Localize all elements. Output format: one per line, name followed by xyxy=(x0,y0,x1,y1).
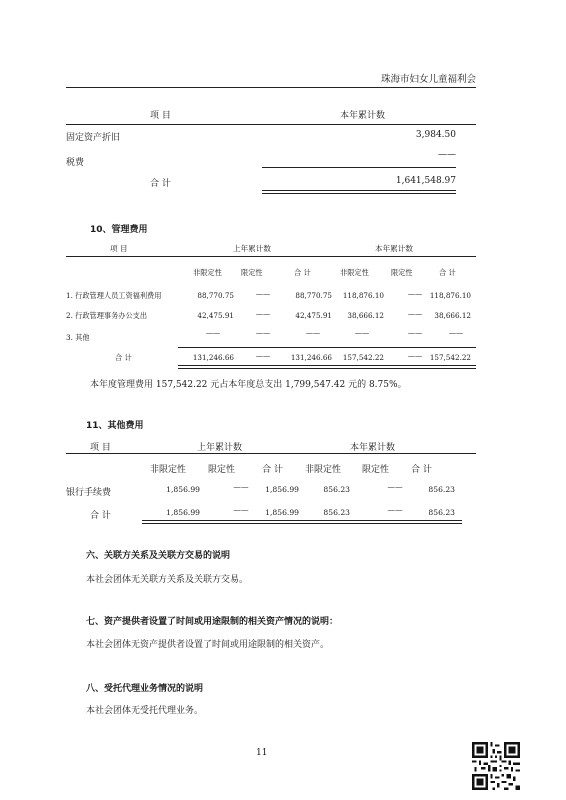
organization-name: 珠海市妇女儿童福利会 xyxy=(380,74,476,85)
s11-total-rule-2 xyxy=(142,523,462,524)
s11-curr-year-header: 本年累计数 xyxy=(350,443,396,453)
qr-code-icon xyxy=(472,742,520,790)
top-total-label: 合 计 xyxy=(150,179,171,189)
top-total-rule-1 xyxy=(262,190,456,191)
s11-row1-cell: 856.23 xyxy=(428,485,455,494)
header-rule xyxy=(66,87,476,88)
section7-body: 本社会团体无资产提供者设置了时间或用途限制的相关资产。 xyxy=(86,640,330,650)
s10-header-rule xyxy=(66,256,476,257)
s10-row3-cell: —— xyxy=(205,328,221,337)
s10-prev-year-header: 上年累计数 xyxy=(233,244,271,253)
top-col-item-header: 项 目 xyxy=(150,111,171,121)
s10-note: 本年度管理费用 157,542.22 元占本年度总支出 1,799,547.42 元的 8.75%。 xyxy=(90,380,407,390)
s10-row1-cell: —— xyxy=(255,289,271,298)
s11-col-item-header: 项 目 xyxy=(90,443,111,453)
s10-curr-year-header: 本年累计数 xyxy=(375,244,413,253)
section8-body: 本社会团体无受托代理业务。 xyxy=(86,706,204,716)
section11-title: 11、其他费用 xyxy=(86,421,144,431)
s11-sub-unrestricted-curr: 非限定性 xyxy=(305,465,342,475)
s10-row2-label: 2. 行政管理事务办公支出 xyxy=(66,311,148,320)
s10-row2-cell: 38,666.12 xyxy=(434,311,471,320)
s11-row1-cell: —— xyxy=(387,482,403,491)
section8-title: 八、受托代理业务情况的说明 xyxy=(86,684,204,694)
s10-row2-cell: —— xyxy=(407,309,423,318)
row-label-tax: 税费 xyxy=(66,158,85,168)
s11-prev-year-header: 上年累计数 xyxy=(197,443,243,453)
s11-total-cell: 1,856.99 xyxy=(265,508,299,517)
s10-total-label: 合 计 xyxy=(115,353,132,362)
s11-header-rule xyxy=(66,453,476,454)
s10-sub-restricted-curr: 限定性 xyxy=(391,268,413,277)
s10-row3-cell: —— xyxy=(448,328,464,337)
s10-total-cell: 131,246.66 xyxy=(290,353,332,362)
s11-sub-restricted-curr: 限定性 xyxy=(362,465,390,475)
section6-body: 本社会团体无关联方关系及关联方交易。 xyxy=(86,575,249,585)
s10-row3-cell: —— xyxy=(255,328,271,337)
s11-row1-cell: 1,856.99 xyxy=(265,485,299,494)
s11-sub-restricted-prev: 限定性 xyxy=(208,465,236,475)
s10-total-cell: 131,246.66 xyxy=(192,353,234,362)
s11-row1-cell: 856.23 xyxy=(323,485,350,494)
top-total-rule-2 xyxy=(262,193,456,194)
top-col-current-header: 本年累计数 xyxy=(340,111,386,121)
s11-row1-cell: 1,856.99 xyxy=(166,485,200,494)
page-number: 11 xyxy=(256,748,268,758)
s10-sub-total-prev: 合 计 xyxy=(294,268,311,277)
s10-row1-label: 1. 行政管理人员工资福利费用 xyxy=(66,291,162,300)
s11-sub-total-curr: 合 计 xyxy=(411,465,432,475)
s11-total-cell: 1,856.99 xyxy=(166,508,200,517)
s11-total-cell: —— xyxy=(387,505,403,514)
s11-total-rule-1 xyxy=(142,520,462,521)
s10-total-cell: 157,542.22 xyxy=(429,353,471,362)
s11-sub-total-prev: 合 计 xyxy=(262,465,283,475)
s10-row1-cell: —— xyxy=(407,289,423,298)
s10-total-cell: —— xyxy=(255,351,271,360)
s10-total-rule-2 xyxy=(178,368,476,369)
s10-col-item-header: 项 目 xyxy=(110,244,128,253)
row-label-depreciation: 固定资产折旧 xyxy=(66,133,121,143)
s10-row1-cell: 118,876.10 xyxy=(342,291,384,300)
s10-row3-cell: —— xyxy=(354,328,370,337)
s10-sub-unrestricted-prev: 非限定性 xyxy=(193,268,222,277)
top-total-value: 1,641,548.97 xyxy=(395,176,456,186)
s11-row1-cell: —— xyxy=(233,482,249,491)
s10-total-cell: —— xyxy=(407,351,423,360)
s11-row1-label: 银行手续费 xyxy=(66,488,112,498)
s10-sub-unrestricted-curr: 非限定性 xyxy=(340,268,369,277)
s11-sub-unrestricted-prev: 非限定性 xyxy=(150,465,187,475)
s10-row2-cell: 42,475.91 xyxy=(197,311,234,320)
row-value-depreciation: 3,984.50 xyxy=(415,130,456,140)
s10-total-cell: 157,542.22 xyxy=(342,353,384,362)
s10-row3-label: 3. 其他 xyxy=(66,333,90,342)
s11-total-cell: 856.23 xyxy=(323,508,350,517)
top-subtotal-rule xyxy=(262,167,456,168)
s11-total-label: 合 计 xyxy=(90,511,111,521)
section6-title: 六、关联方关系及关联方交易的说明 xyxy=(86,551,231,561)
section10-title: 10、管理费用 xyxy=(90,225,148,235)
s11-total-cell: —— xyxy=(233,505,249,514)
s10-row3-cell: —— xyxy=(305,328,321,337)
s10-total-rule-1 xyxy=(178,365,476,366)
s10-row2-cell: 42,475.91 xyxy=(295,311,332,320)
s10-row2-cell: 38,666.12 xyxy=(347,311,384,320)
s10-sub-total-curr: 合 计 xyxy=(439,268,456,277)
section7-title: 七、资产提供者设置了时间或用途限制的相关资产情况的说明： xyxy=(86,617,339,627)
s11-total-cell: 856.23 xyxy=(428,508,455,517)
s10-subtotal-rule xyxy=(178,347,476,348)
s10-row3-cell: —— xyxy=(407,328,423,337)
s10-row1-cell: 88,770.75 xyxy=(197,291,234,300)
s10-sub-restricted-prev: 限定性 xyxy=(241,268,263,277)
s10-row2-cell: —— xyxy=(255,309,271,318)
row-value-tax: —— xyxy=(438,150,456,160)
s10-row1-cell: 118,876.10 xyxy=(429,291,471,300)
s10-row1-cell: 88,770.75 xyxy=(295,291,332,300)
top-header-rule xyxy=(66,124,476,125)
